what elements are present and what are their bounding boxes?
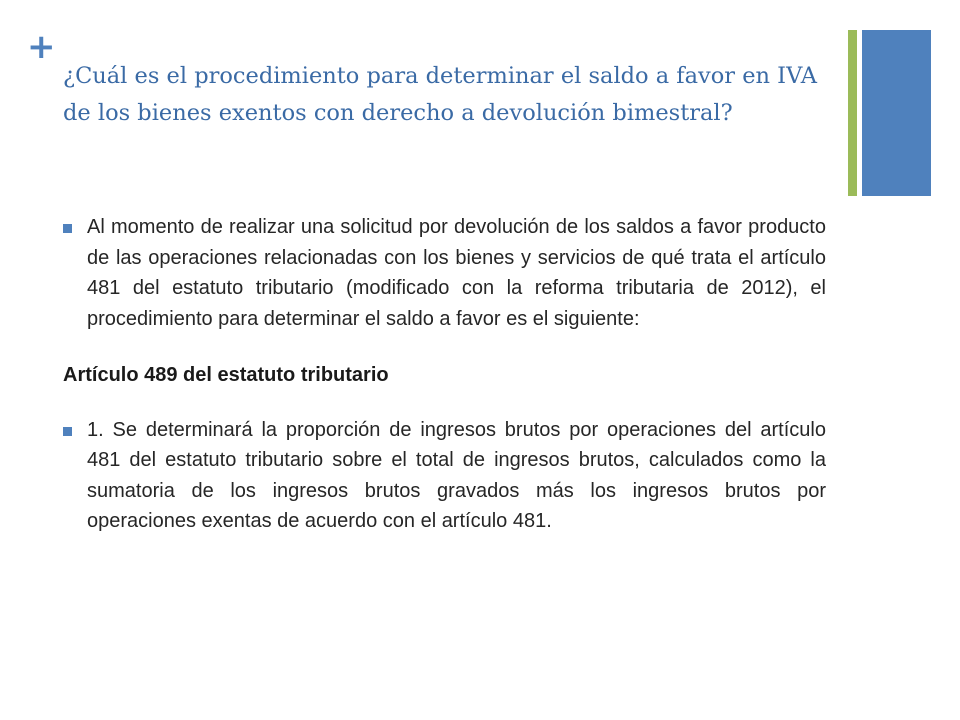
slide-title: ¿Cuál es el procedimiento para determinar el saldo a favor en IVA de los bienes exentos con derecho a devolución bimestral? <box>63 63 818 126</box>
bullet-square-icon <box>63 224 72 233</box>
bullet-square-icon <box>63 427 72 436</box>
bullet-text: 1. Se determinará la proporción de ingresos brutos por operaciones del artículo 481 del estatuto tributario sobre el total de ingresos brutos, calculados como la sumatoria de los ingresos brutos gravados más los ingresos brutos por operaciones exentas de acuerdo con el artículo 481. <box>87 418 826 532</box>
bullet-item <box>63 415 826 537</box>
accent-bar-green <box>848 30 857 196</box>
bullet-item <box>63 212 826 334</box>
accent-bar-blue <box>862 30 931 196</box>
section-heading: Artículo 489 del estatuto tributario <box>63 364 389 386</box>
slide-content <box>63 212 826 537</box>
plus-decoration: + <box>27 27 56 67</box>
bullet-text: Al momento de realizar una solicitud por devolución de los saldos a favor producto de las operaciones relacionadas con los bienes y servicios de qué trata el artículo 481 del estatuto tributario (modificado con la reforma tributaria de 2012), el procedimiento para determinar el saldo a favor es el siguiente: <box>87 216 826 330</box>
